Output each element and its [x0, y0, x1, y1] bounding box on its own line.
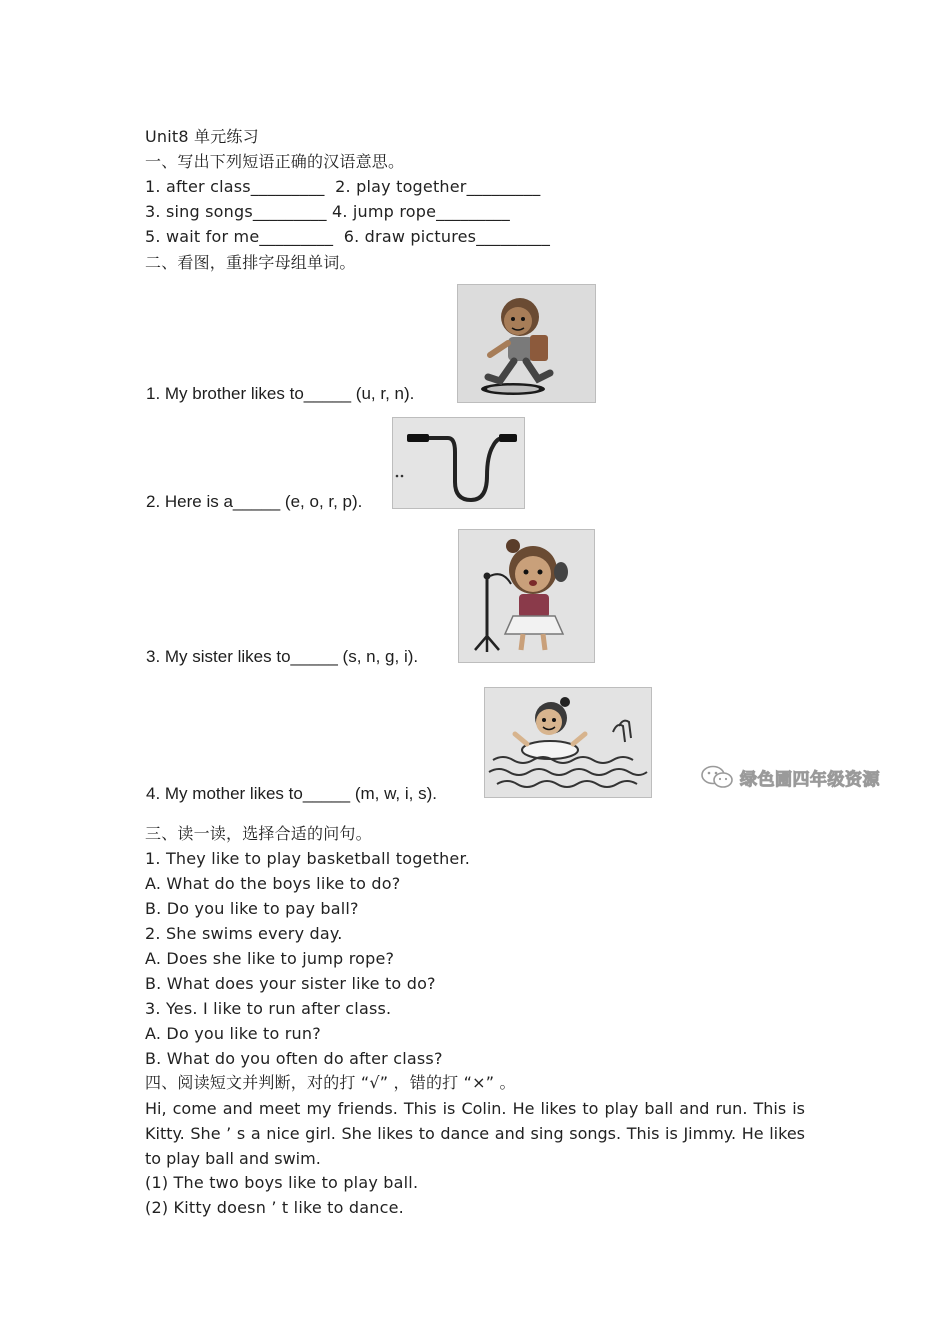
question-1: 1. My brother likes to_____ (u, r, n).	[146, 384, 415, 403]
section3-line-1: 1. They like to play basketball together.	[145, 849, 471, 868]
jump-rope-picture	[392, 417, 525, 509]
girl-singing-picture	[458, 529, 595, 663]
section4-heading: 四、阅读短文并判断，对的打 “√” ，错的打 “×” 。	[145, 1073, 516, 1092]
watermark	[700, 764, 880, 790]
section3-line-9: B. What do you often do after class?	[145, 1049, 443, 1068]
section1-line-3: 5. wait for me_________ 6. draw pictures_________	[145, 227, 551, 246]
boy-running-picture	[457, 284, 596, 403]
section3-line-4: 2. She swims every day.	[145, 924, 343, 943]
wechat-icon	[700, 765, 734, 789]
section3-line-6: B. What does your sister like to do?	[145, 974, 436, 993]
section3-line-3: B. Do you like to pay ball?	[145, 899, 359, 918]
question-2: 2. Here is a_____ (e, o, r, p).	[146, 492, 363, 511]
section1-heading: 一、写出下列短语正确的汉语意思。	[145, 152, 405, 171]
question-3: 3. My sister likes to_____ (s, n, g, i).	[146, 647, 419, 666]
section1-line-2: 3. sing songs_________ 4. jump rope_________	[145, 202, 510, 221]
section3-heading: 三、读一读，选择合适的问句。	[145, 824, 372, 843]
girl-swimming-picture	[484, 687, 652, 798]
section2-heading: 二、看图，重排字母组单词。	[145, 253, 356, 272]
question-4: 4. My mother likes to_____ (m, w, i, s).	[146, 784, 437, 803]
section4-item-1: (1) The two boys like to play ball.	[145, 1173, 419, 1192]
section3-line-5: A. Does she like to jump rope?	[145, 949, 395, 968]
section4-passage: Hi, come and meet my friends. This is Colin. He likes to play ball and run. This is Kitty. She ’ s a nice girl. She likes to dance and sing songs. This is Jimmy. He likes to play ball and swim.	[145, 1099, 805, 1168]
section4-item-2: (2) Kitty doesn ’ t like to dance.	[145, 1198, 404, 1217]
section3-line-2: A. What do the boys like to do?	[145, 874, 401, 893]
watermark-text: 绿色圃四年级资源	[740, 769, 880, 790]
page-title: Unit8 单元练习	[145, 127, 259, 146]
section3-line-8: A. Do you like to run?	[145, 1024, 321, 1043]
section3-line-7: 3. Yes. I like to run after class.	[145, 999, 392, 1018]
section1-line-1: 1. after class_________ 2. play together_________	[145, 177, 541, 196]
